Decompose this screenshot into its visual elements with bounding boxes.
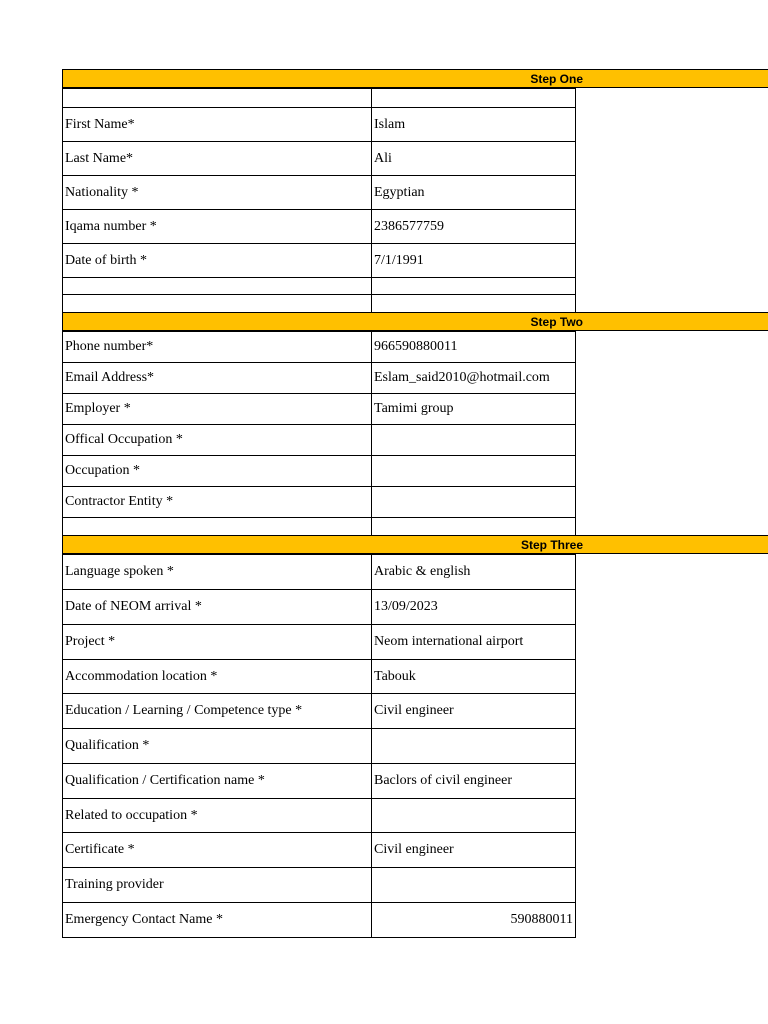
field-label: Employer * [63, 394, 372, 425]
field-value[interactable] [372, 868, 576, 903]
field-value[interactable] [372, 518, 576, 536]
table-row [63, 799, 576, 833]
field-value[interactable]: 13/09/2023 [372, 590, 576, 625]
field-label: Offical Occupation * [63, 425, 372, 456]
field-label: Occupation * [63, 456, 372, 487]
section-header-label: Step Three [520, 537, 583, 552]
field-label: Phone number* [63, 332, 372, 363]
field-label: Related to occupation * [63, 799, 372, 833]
table-row [63, 142, 576, 176]
field-value[interactable] [372, 425, 576, 456]
field-label: Contractor Entity * [63, 487, 372, 518]
section-table-step-1 [62, 88, 576, 313]
table-row [63, 244, 576, 278]
section-header-step-1 [62, 69, 768, 88]
field-value[interactable] [372, 456, 576, 487]
field-label: Email Address* [63, 363, 372, 394]
field-value[interactable]: Baclors of civil engineer [372, 764, 576, 799]
field-label: First Name* [63, 108, 372, 142]
field-label: Education / Learning / Competence type * [63, 694, 372, 729]
field-label [63, 89, 372, 108]
field-label: Project * [63, 625, 372, 660]
field-value[interactable]: 966590880011 [372, 332, 576, 363]
field-value[interactable] [372, 487, 576, 518]
table-row [63, 590, 576, 625]
table-row [63, 555, 576, 590]
table-row [63, 660, 576, 694]
field-label: Qualification / Certification name * [63, 764, 372, 799]
field-label: Accommodation location * [63, 660, 372, 694]
table-row [63, 363, 576, 394]
field-label: Emergency Contact Name * [63, 903, 372, 938]
table-row [63, 278, 576, 295]
field-label: Iqama number * [63, 210, 372, 244]
section-header-step-3 [62, 535, 768, 554]
field-value[interactable]: Islam [372, 108, 576, 142]
section-header-step-2 [62, 312, 768, 331]
field-value[interactable]: 2386577759 [372, 210, 576, 244]
field-label: Nationality * [63, 176, 372, 210]
field-value[interactable] [372, 278, 576, 295]
table-row [63, 332, 576, 363]
field-value[interactable] [372, 799, 576, 833]
field-label: Language spoken * [63, 555, 372, 590]
table-row [63, 764, 576, 799]
table-row [63, 487, 576, 518]
table-row [63, 868, 576, 903]
table-row [63, 108, 576, 142]
table-row [63, 903, 576, 938]
field-value[interactable]: Civil engineer [372, 833, 576, 868]
field-value[interactable] [372, 295, 576, 313]
field-label: Date of birth * [63, 244, 372, 278]
table-row [63, 425, 576, 456]
field-label [63, 278, 372, 295]
table-row [63, 176, 576, 210]
field-value[interactable]: Tamimi group [372, 394, 576, 425]
field-value[interactable]: Tabouk [372, 660, 576, 694]
field-label: Last Name* [63, 142, 372, 176]
table-row [63, 518, 576, 536]
table-row [63, 295, 576, 313]
field-label [63, 295, 372, 313]
field-value[interactable]: Civil engineer [372, 694, 576, 729]
field-value[interactable]: Arabic & english [372, 555, 576, 590]
field-label: Qualification * [63, 729, 372, 764]
section-header-label: Step One [530, 71, 583, 86]
table-row [63, 89, 576, 108]
field-value[interactable] [372, 729, 576, 764]
field-label [63, 518, 372, 536]
table-row [63, 694, 576, 729]
field-value[interactable]: Ali [372, 142, 576, 176]
table-row [63, 456, 576, 487]
table-row [63, 833, 576, 868]
field-value[interactable] [372, 89, 576, 108]
field-label: Date of NEOM arrival * [63, 590, 372, 625]
field-value[interactable]: Egyptian [372, 176, 576, 210]
field-value[interactable]: 590880011 [372, 903, 576, 938]
section-table-step-3 [62, 554, 576, 938]
field-label: Certificate * [63, 833, 372, 868]
table-row [63, 625, 576, 660]
table-row [63, 210, 576, 244]
section-table-step-2 [62, 331, 576, 536]
table-row [63, 729, 576, 764]
field-label: Training provider [63, 868, 372, 903]
section-header-label: Step Two [530, 314, 583, 329]
table-row [63, 394, 576, 425]
field-value[interactable]: 7/1/1991 [372, 244, 576, 278]
field-value[interactable]: Neom international airport [372, 625, 576, 660]
field-value[interactable]: Eslam_said2010@hotmail.com [372, 363, 576, 394]
